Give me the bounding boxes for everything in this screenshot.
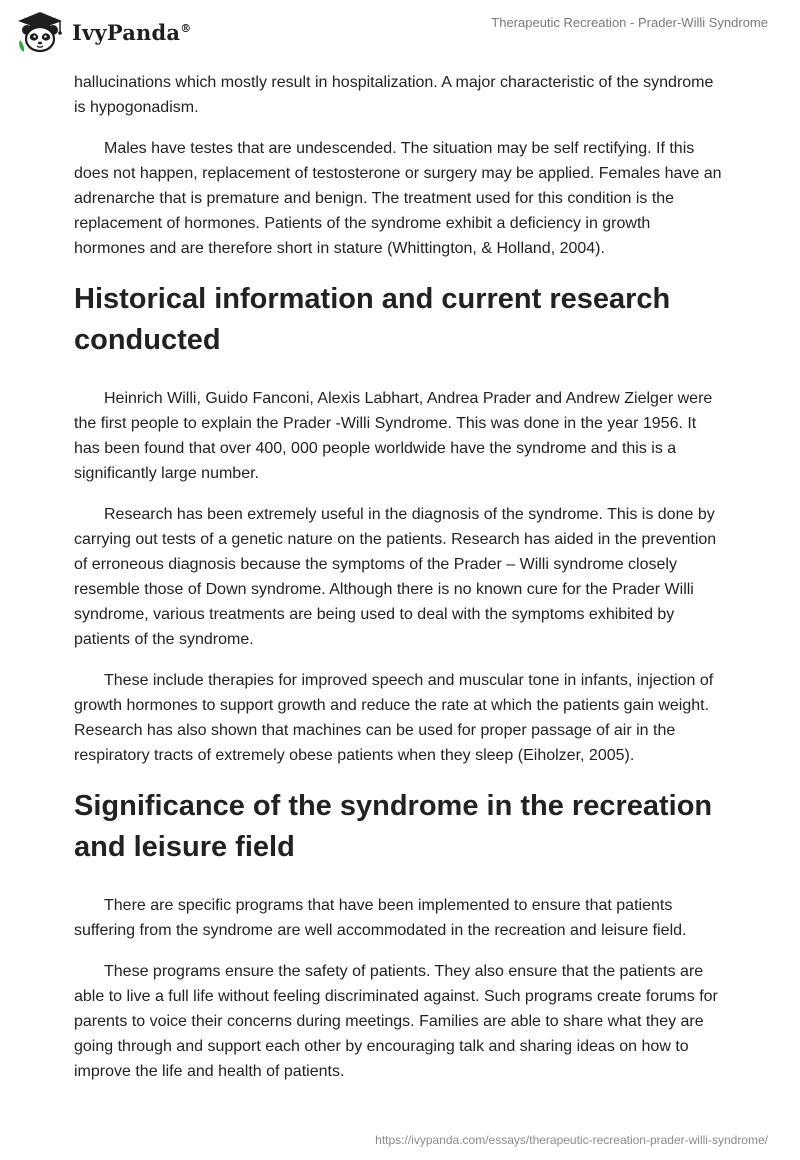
- section-heading: Historical information and current research conducted: [74, 283, 671, 356]
- source-url[interactable]: https://ivypanda.com/essays/therapeutic-recreation-prader-willi-syndrome/: [375, 1133, 768, 1147]
- paragraph: These include therapies for improved speech and muscular tone in infants, injection of growth hormones to support growth and reduce the rate at which the patients gain weight. Research has also shown that machines can be used for proper passage of air in the respiratory tracts of extremely obese patients when they sleep (Eiholzer, 2005).: [74, 672, 714, 764]
- registered-mark: ®: [180, 21, 192, 35]
- brand-text: IvyPanda: [72, 19, 181, 45]
- paragraph: There are specific programs that have been implemented to ensure that patients suffering from the syndrome are well accommodated in the recreation and leisure field.: [74, 897, 687, 939]
- paragraph: hallucinations which mostly result in hospitalization. A major characteristic of the syndrome is hypogonadism.: [74, 74, 714, 116]
- logo[interactable]: [14, 10, 191, 54]
- paragraph: Research has been extremely useful in the diagnosis of the syndrome. This is done by carrying out tests of a genetic nature on the patients. Research has aided in the prevention of erroneous diagnosis because the symptoms of the Prader – Willi syndrome closely resemble those of Down syndrome. Although there is no known cure for the Prader Willi syndrome, various treatments are being used to deal with the symptoms exhibited by patients of the syndrome.: [74, 506, 717, 648]
- paragraph: Males have testes that are undescended. The situation may be self rectifying. If this does not happen, replacement of testosterone or surgery may be applied. Females have an adrenarche that is premature and benign. The treatment used for this condition is the replacement of hormones. Patients of the syndrome exhibit a deficiency in growth hormones and are therefore short in stature (Whittington, & Holland, 2004).: [74, 140, 722, 257]
- document-title: Therapeutic Recreation - Prader-Willi Syndrome: [491, 15, 768, 30]
- section-heading: Significance of the syndrome in the recreation and leisure field: [74, 790, 713, 863]
- essay-content: [74, 70, 722, 1100]
- page-header: [0, 0, 800, 60]
- paragraph: Heinrich Willi, Guido Fanconi, Alexis Labhart, Andrea Prader and Andrew Zielger were the first people to explain the Prader -Willi Syndrome. This was done in the year 1956. It has been found that over 400, 000 people worldwide have the syndrome and this is a significantly large number.: [74, 390, 713, 482]
- paragraph: These programs ensure the safety of patients. They also ensure that the patients are able to live a full life without feeling discriminated against. Such programs create forums for parents to voice their concerns during meetings. Families are able to share what they are going through and support each other by encouraging talk and sharing ideas on how to improve the life and health of patients.: [74, 963, 718, 1080]
- panda-graduate-icon: [14, 10, 66, 54]
- brand-name: [72, 20, 191, 45]
